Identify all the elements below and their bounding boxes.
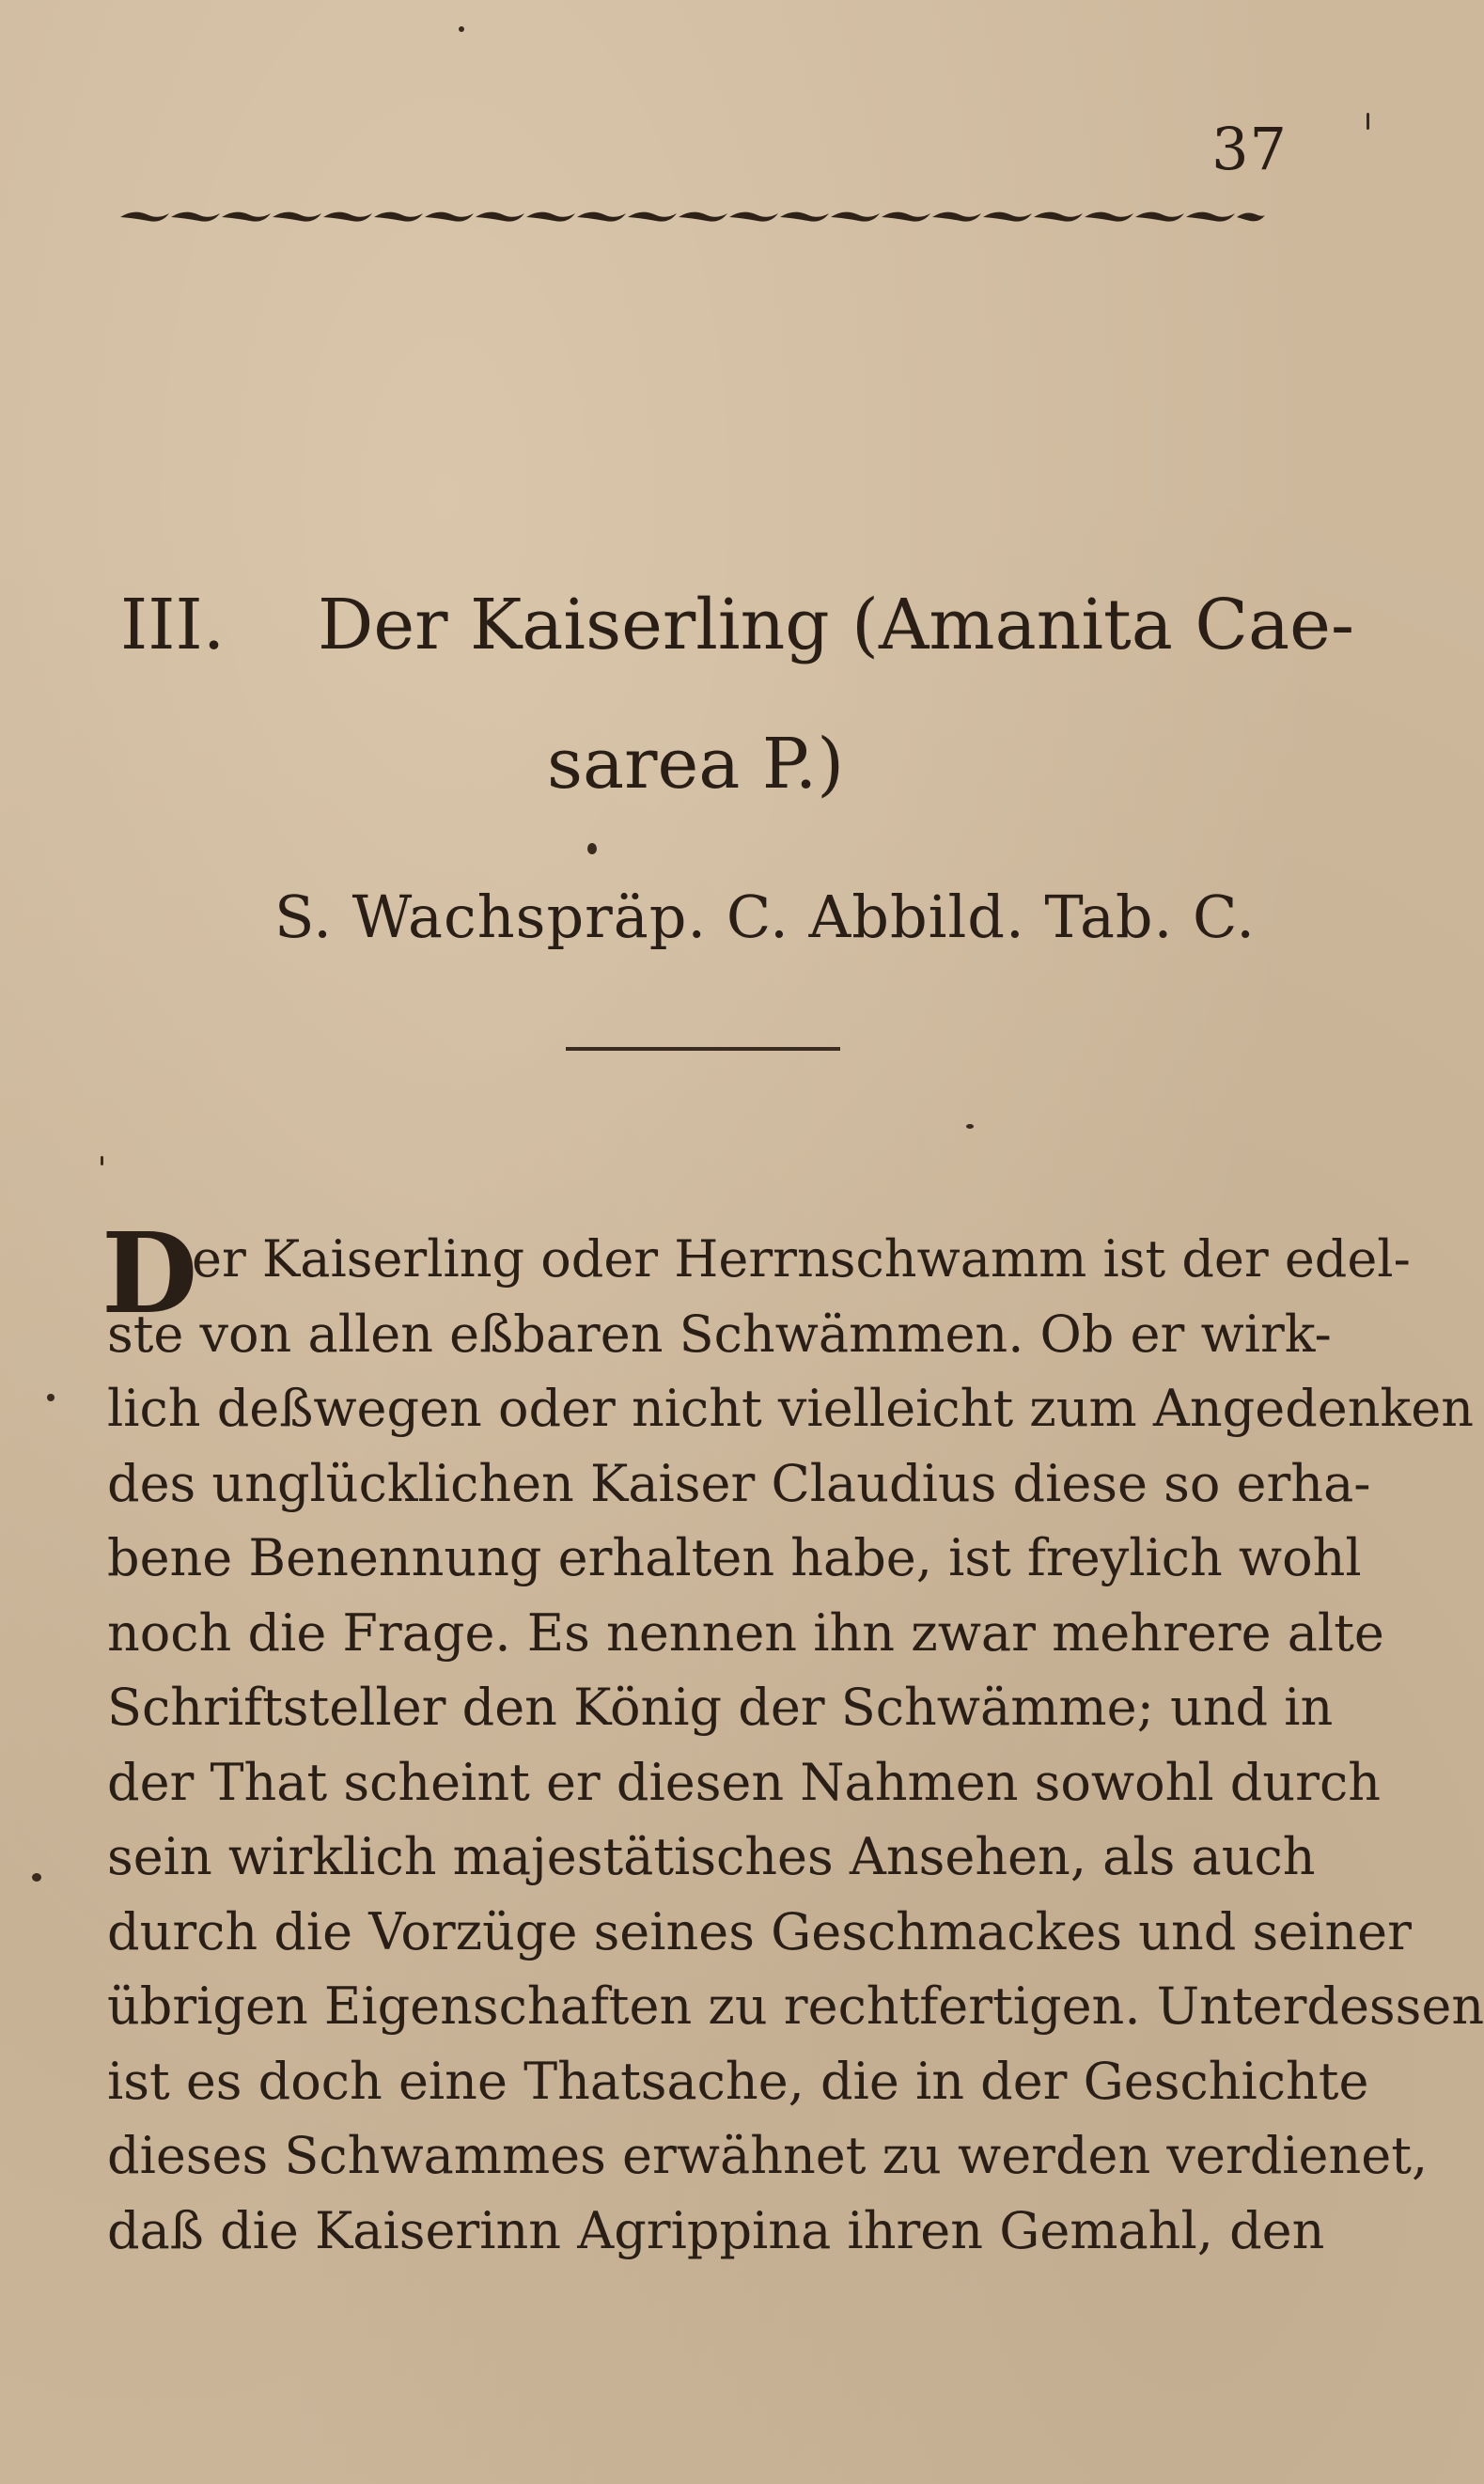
plate-reference: S. Wachspräp. C. Abbild. Tab. C. [274, 883, 1256, 951]
chapter-title-line-1: Der Kaiserling (Amanita Cae- [318, 585, 1354, 665]
paper-speck [32, 1873, 41, 1882]
text-line: noch die Frage. Es nennen ihn zwar mehrere alte [107, 1602, 1384, 1663]
text-line: sein wirklich majestätisches Ansehen, als auch [107, 1827, 1316, 1886]
paper-speck [101, 1156, 103, 1165]
text-line: ste von allen eßbaren Schwämmen. Ob er wirk- [107, 1304, 1332, 1364]
page-number: 37 [1211, 115, 1288, 183]
text-line: er Kaiserling oder Herrnschwamm ist der edel- [192, 1229, 1411, 1289]
paper-speck [587, 843, 597, 854]
paper-speck [1367, 113, 1369, 130]
text-line: der That scheint er diesen Nahmen sowohl durch [107, 1752, 1381, 1812]
chapter-numeral: III. [120, 585, 226, 665]
text-line: übrigen Eigenschaften zu rechtfertigen. Unterdessen [107, 1976, 1484, 2036]
section-divider [566, 1047, 840, 1051]
paper-speck [459, 26, 464, 32]
text-line: dieses Schwammes erwähnet zu werden verdienet, [107, 2126, 1429, 2185]
paper-speck [47, 1394, 55, 1401]
text-line: lich deßwegen oder nicht vielleicht zum Angedenken [107, 1379, 1474, 1438]
text-line: bene Benennung erhalten habe, ist freylich wohl [107, 1528, 1362, 1587]
chapter-title [120, 585, 1354, 665]
body-text [107, 1222, 1484, 2268]
text-line: durch die Vorzüge seines Geschmackes und seiner [107, 1901, 1412, 1961]
paper-speck [966, 1124, 974, 1129]
drop-cap: D [102, 1208, 198, 1338]
text-line: Schriftsteller den König der Schwämme; und in [107, 1678, 1334, 1737]
ornamental-rule [120, 205, 1265, 229]
text-line: ist es doch eine Thatsache, die in der Geschichte [107, 2051, 1369, 2111]
chapter-title-line-2: sarea P.) [547, 724, 845, 805]
text-line: des unglücklichen Kaiser Claudius diese so erha- [107, 1453, 1371, 1513]
chapter-heading [0, 585, 1410, 805]
text-line: daß die Kaiserinn Agrippina ihren Gemahl, den [107, 2200, 1325, 2260]
